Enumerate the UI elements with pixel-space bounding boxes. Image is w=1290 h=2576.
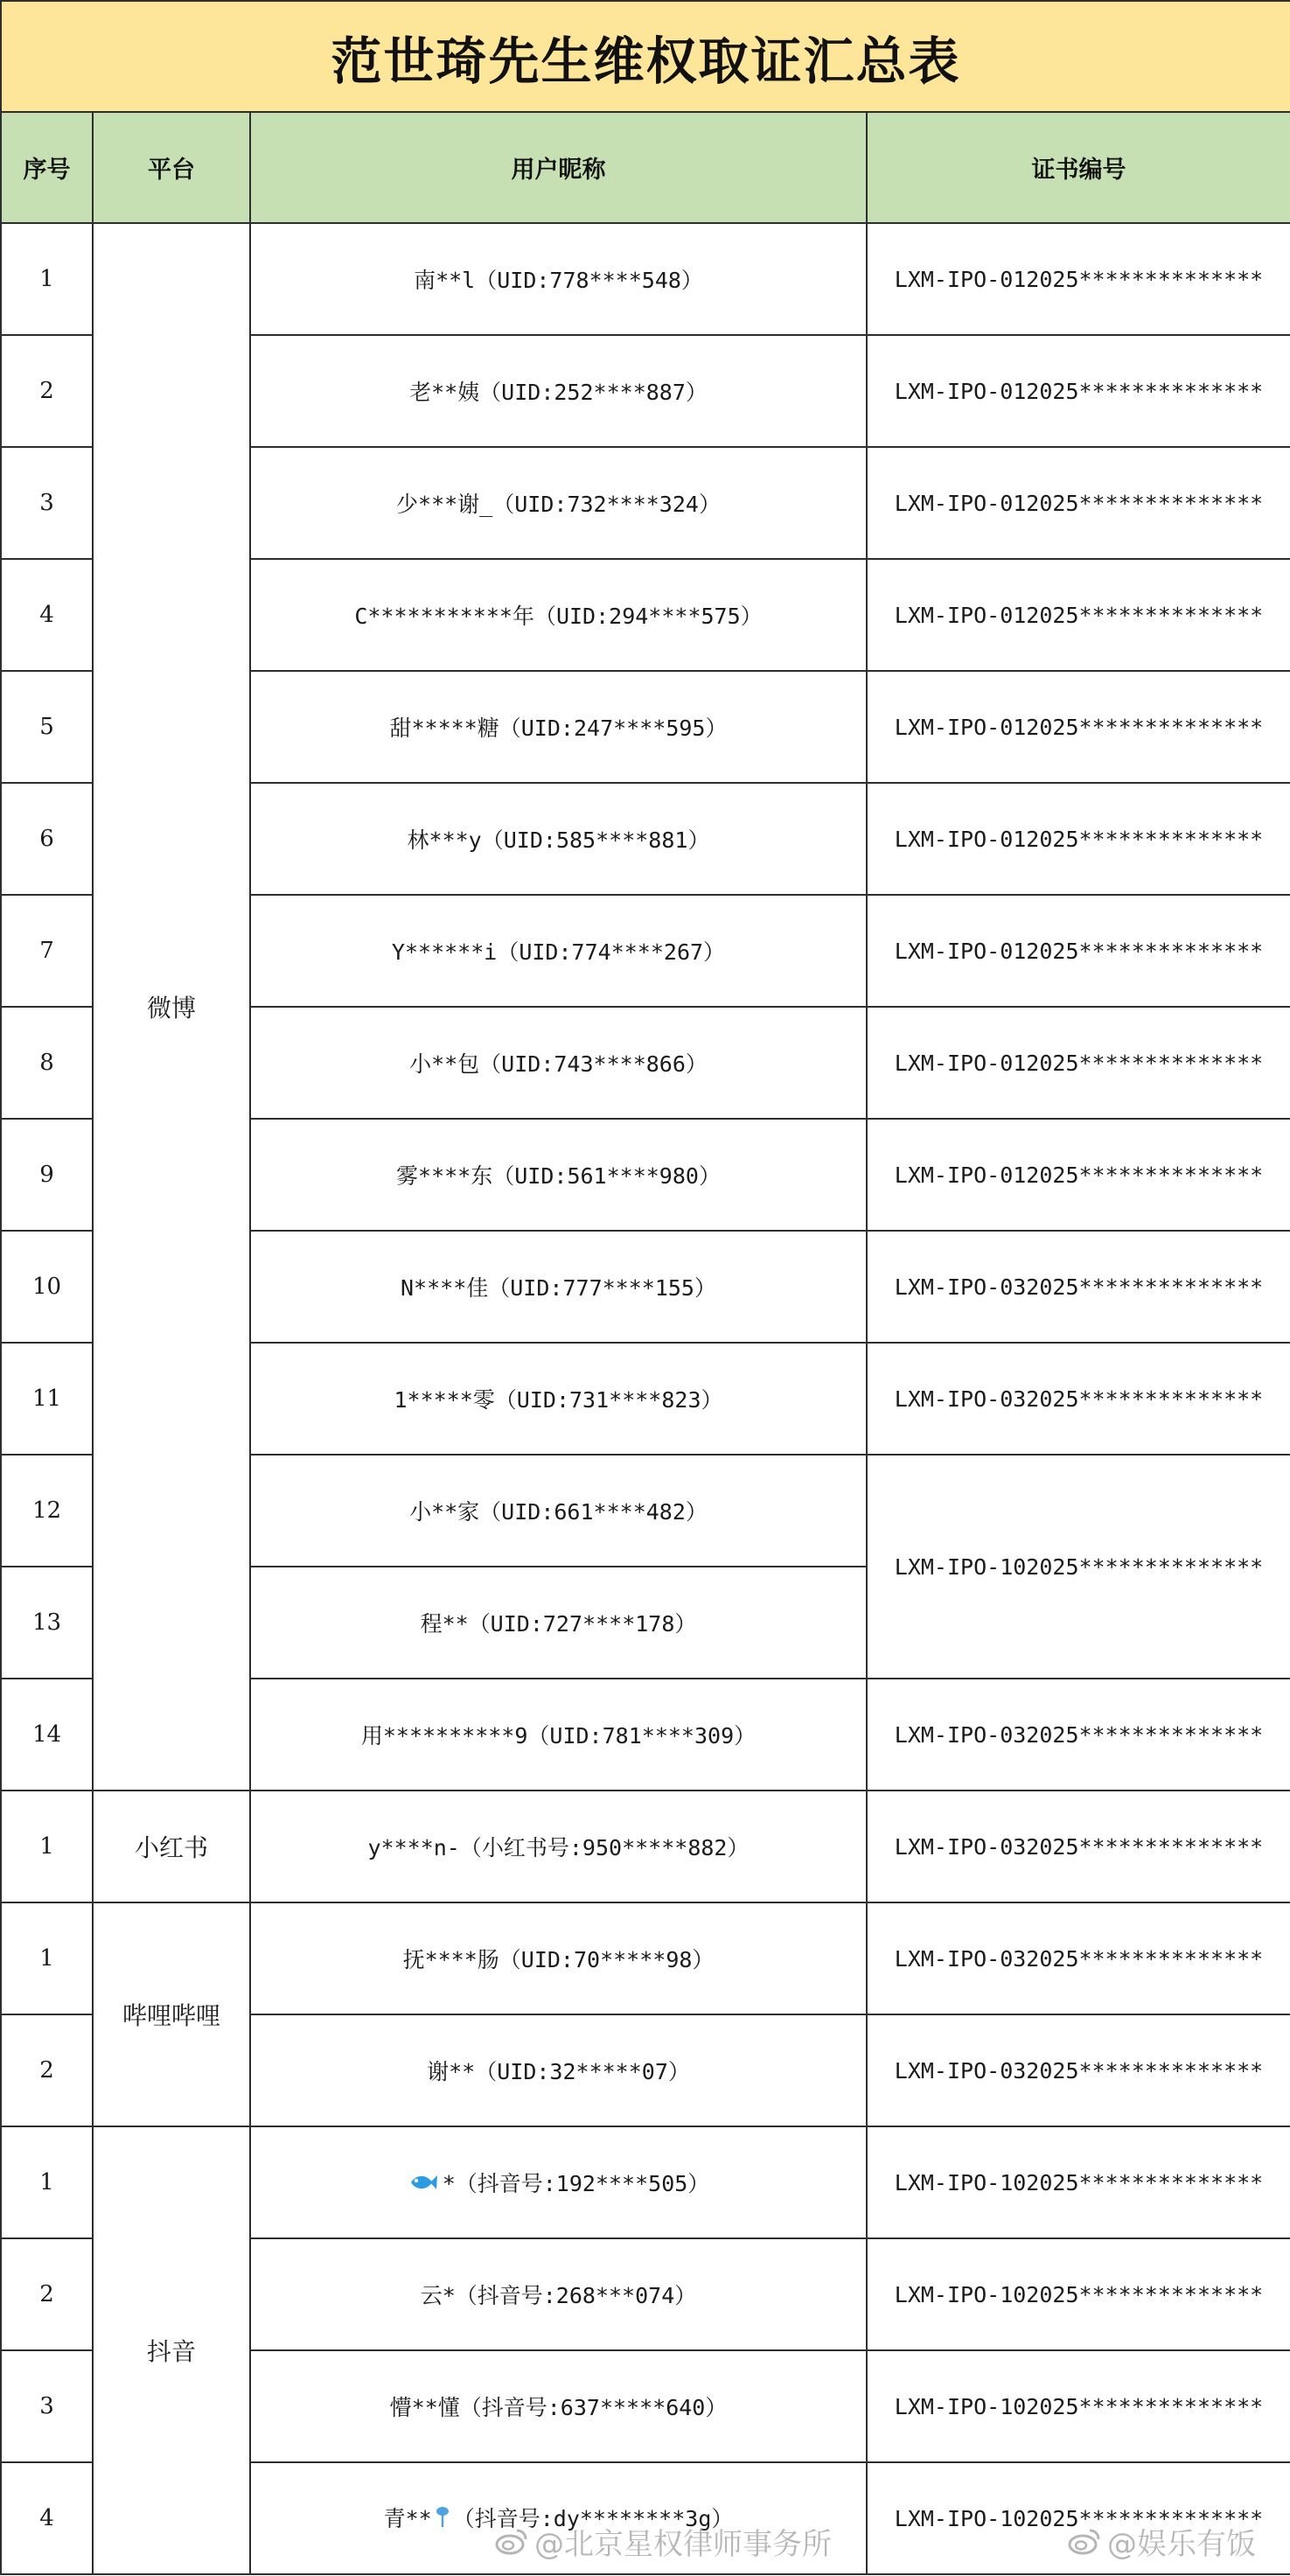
row-cert: LXM-IPO-012025************** [867,559,1290,671]
header-nickname: 用户昵称 [250,112,867,223]
row-cert: LXM-IPO-012025************** [867,671,1290,783]
row-seq: 11 [1,1343,93,1455]
row-nickname: C***********年（UID:294****575） [250,559,867,671]
row-cert: LXM-IPO-102025************** [867,2126,1290,2238]
pin-icon [436,2505,450,2535]
row-nickname: 用**********9（UID:781****309） [250,1679,867,1791]
row-nickname: 少***谢_（UID:732****324） [250,447,867,559]
row-cert: LXM-IPO-032025************** [867,1679,1290,1791]
row-seq: 12 [1,1455,93,1567]
platform-bilibili: 哔哩哔哩 [93,1902,250,2126]
watermark-law-firm [494,2519,832,2563]
row-nickname: 1*****零（UID:731****823） [250,1343,867,1455]
row-cert-merged: LXM-IPO-102025************** [867,1455,1290,1679]
row-cert: LXM-IPO-032025************** [867,1231,1290,1343]
row-seq: 5 [1,671,93,783]
row-seq: 13 [1,1567,93,1679]
row-seq: 14 [1,1679,93,1791]
row-nickname: 懵**懂（抖音号:637*****640） [250,2350,867,2462]
row-seq: 2 [1,335,93,447]
row-cert: LXM-IPO-012025************** [867,1119,1290,1231]
row-nickname: 小**家（UID:661****482） [250,1455,867,1567]
header-seq: 序号 [1,112,93,223]
row-cert: LXM-IPO-032025************** [867,2014,1290,2126]
row-nickname: 南**l（UID:778****548） [250,223,867,335]
platform-douyin: 抖音 [93,2126,250,2574]
row-seq: 4 [1,559,93,671]
row-nickname: 林***y（UID:585****881） [250,783,867,895]
table-row [1,1791,1290,1902]
row-nickname-prefix: 青** [383,2506,432,2531]
platform-weibo: 微博 [93,223,250,1791]
row-seq: 2 [1,2014,93,2126]
header-platform: 平台 [93,112,250,223]
row-cert: LXM-IPO-012025************** [867,335,1290,447]
row-nickname: 谢**（UID:32*****07） [250,2014,867,2126]
row-cert: LXM-IPO-012025************** [867,447,1290,559]
watermark-entertainment [1067,2519,1256,2563]
title-row [1,1,1290,112]
row-seq: 3 [1,447,93,559]
row-cert: LXM-IPO-012025************** [867,1007,1290,1119]
row-nickname: （抖音号:dy********3g） [452,2506,734,2531]
row-seq: 7 [1,895,93,1007]
row-cert: LXM-IPO-102025************** [867,2238,1290,2350]
row-seq: 1 [1,1791,93,1902]
row-nickname: 抚****肠（UID:70*****98） [250,1902,867,2014]
row-seq: 9 [1,1119,93,1231]
row-nickname: y****n-（小红书号:950*****882） [250,1791,867,1902]
row-nickname: 程**（UID:727****178） [250,1567,867,1679]
row-cert: LXM-IPO-032025************** [867,1791,1290,1902]
row-nickname-with-icon [250,2126,867,2238]
platform-xiaohongshu: 小红书 [93,1791,250,1902]
table-row [1,1902,1290,2014]
table-row [1,2126,1290,2238]
row-seq: 6 [1,783,93,895]
weibo-icon [1067,2524,1102,2559]
row-cert: LXM-IPO-012025************** [867,895,1290,1007]
row-nickname: Y******i（UID:774****267） [250,895,867,1007]
row-nickname: 甜*****糖（UID:247****595） [250,671,867,783]
row-cert: LXM-IPO-012025************** [867,223,1290,335]
watermark-text: @北京星权律师事务所 [534,2526,832,2562]
header-cert: 证书编号 [867,112,1290,223]
header-row [1,112,1290,223]
row-seq: 1 [1,223,93,335]
row-seq: 4 [1,2462,93,2574]
row-seq: 1 [1,2126,93,2238]
row-seq: 2 [1,2238,93,2350]
row-nickname: *（抖音号:192****505） [442,2170,710,2196]
row-seq: 10 [1,1231,93,1343]
row-cert: LXM-IPO-012025************** [867,783,1290,895]
row-cert: LXM-IPO-032025************** [867,1902,1290,2014]
row-cert: LXM-IPO-102025************** [867,2462,1290,2574]
watermark-text: @娱乐有饭 [1107,2526,1256,2562]
row-nickname: 雾****东（UID:561****980） [250,1119,867,1231]
row-seq: 8 [1,1007,93,1119]
row-nickname: 小**包（UID:743****866） [250,1007,867,1119]
row-nickname: 云*（抖音号:268***074） [250,2238,867,2350]
row-seq: 1 [1,1902,93,2014]
weibo-icon [494,2524,529,2559]
row-cert: LXM-IPO-032025************** [867,1343,1290,1455]
row-nickname: N****佳（UID:777****155） [250,1231,867,1343]
row-seq: 3 [1,2350,93,2462]
table-title: 范世琦先生维权取证汇总表 [1,1,1290,112]
row-nickname: 老**姨（UID:252****887） [250,335,867,447]
fish-icon [408,2171,437,2199]
row-cert: LXM-IPO-102025************** [867,2350,1290,2462]
table-row [1,223,1290,335]
